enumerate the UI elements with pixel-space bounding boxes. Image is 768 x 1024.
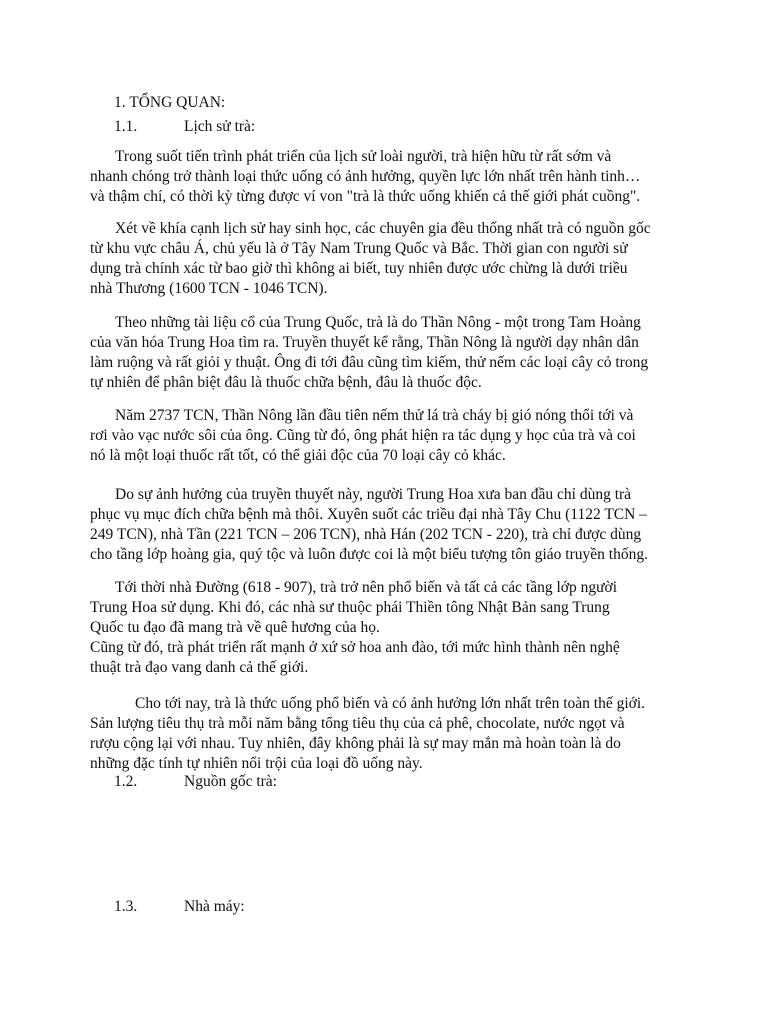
paragraph-line: làm ruộng và rất giỏi y thuật. Ông đi tới đâu cũng tìm kiếm, thử nếm các loại cây cỏ trong (90, 354, 649, 371)
paragraph-2 (90, 219, 690, 299)
subsection-1-1 (114, 117, 255, 137)
subsection-title: Nguồn gốc trà: (184, 773, 277, 790)
paragraph-line: nhà Thương (1600 TCN - 1046 TCN). (90, 280, 328, 297)
subsection-number: 1.2. (114, 773, 138, 790)
paragraph-line: thuật trà đạo vang danh cả thế giới. (90, 659, 309, 676)
paragraph-line: Năm 2737 TCN, Thần Nông lần đầu tiên nếm thử lá trà cháy bị gió nóng thổi tới và (115, 407, 634, 424)
subsection-title: Nhà máy: (184, 898, 245, 915)
paragraph-line: phục vụ mục đích chữa bệnh mà thôi. Xuyên suốt các triều đại nhà Tây Chu (1122 TCN – (90, 506, 647, 523)
paragraph-line: của văn hóa Trung Hoa tìm ra. Truyền thuyết kể rằng, Thần Nông là người dạy nhân dân (90, 334, 639, 351)
paragraph-line: Trong suốt tiến trình phát triển của lịch sử loài người, trà hiện hữu từ rất sớm và (115, 148, 612, 165)
subsection-1-2 (114, 772, 277, 792)
subsection-number: 1.3. (114, 898, 138, 915)
paragraph-line: dụng trà chính xác từ bao giờ thì không ai biết, tuy nhiên được ước chừng là dưới triều (90, 260, 628, 277)
paragraph-line: Cũng từ đó, trà phát triển rất mạnh ở xứ sở hoa anh đào, tới mức hình thành nên nghệ (90, 639, 620, 656)
paragraph-line: nó là một loại thuốc rất tốt, có thể giải độc của 70 loại cây cỏ khác. (90, 447, 506, 464)
paragraph-line: rơi vào vạc nước sôi của ông. Cũng từ đó, ông phát hiện ra tác dụng y học của trà và coi (90, 427, 636, 444)
subsection-1-3 (114, 897, 245, 917)
paragraph-line: từ khu vực châu Á, chủ yếu là ở Tây Nam Trung Quốc và Bắc. Thời gian con người sử (90, 240, 628, 257)
paragraph-line: và thậm chí, có thời kỳ từng được ví von "trà là thức uống khiến cả thế giới phát cuồng". (90, 188, 641, 205)
paragraph-7 (90, 638, 690, 678)
paragraph-line: những đặc tính tự nhiên nổi trội của loại đồ uống này. (90, 755, 423, 772)
paragraph-line: nhanh chóng trở thành loại thức uống có ảnh hưởng, quyền lực lớn nhất trên hành tinh… (90, 168, 641, 185)
paragraph-line: Quốc tu đạo đã mang trà về quê hương của họ. (90, 619, 380, 636)
paragraph-1 (90, 147, 690, 207)
paragraph-line: Cho tới nay, trà là thức uống phổ biến và có ảnh hưởng lớn nhất trên toàn thế giới. (135, 695, 646, 712)
section-heading: 1. TỔNG QUAN: (114, 94, 226, 111)
paragraph-line: Do sự ảnh hưởng của truyền thuyết này, người Trung Hoa xưa ban đầu chỉ dùng trà (115, 486, 632, 503)
paragraph-5 (90, 485, 690, 565)
paragraph-line: rượu cộng lại với nhau. Tuy nhiên, đây không phải là sự may mắn mà hoàn toàn là do (90, 735, 621, 752)
paragraph-4 (90, 406, 690, 466)
paragraph-line: Tới thời nhà Đường (618 - 907), trà trở nên phổ biến và tất cả các tầng lớp người (115, 579, 618, 596)
paragraph-line: Theo những tài liệu cổ của Trung Quốc, trà là do Thần Nông - một trong Tam Hoàng (115, 314, 641, 331)
paragraph-line: 249 TCN), nhà Tần (221 TCN – 206 TCN), nhà Hán (202 TCN - 220), trà chỉ được dùng (90, 526, 642, 543)
paragraph-line: cho tầng lớp hoàng gia, quý tộc và luôn được coi là một biểu tượng tôn giáo truyền thống. (90, 546, 648, 563)
paragraph-3 (90, 313, 690, 393)
subsection-title: Lịch sử trà: (184, 118, 256, 135)
subsection-number: 1.1. (114, 118, 138, 135)
paragraph-line: Sản lượng tiêu thụ trà mỗi năm bằng tổng tiêu thụ của cả phê, chocolate, nước ngọt và (90, 715, 625, 732)
paragraph-8 (90, 694, 690, 774)
paragraph-line: tự nhiên để phân biệt đâu là thuốc chữa bệnh, đâu là thuốc độc. (90, 374, 482, 391)
paragraph-line: Trung Hoa sử dụng. Khi đó, các nhà sư thuộc phái Thiền tông Nhật Bản sang Trung (90, 599, 610, 616)
paragraph-6 (90, 578, 690, 638)
paragraph-line: Xét về khía cạnh lịch sử hay sinh học, các chuyên gia đều thống nhất trà có nguồn gốc (115, 220, 651, 237)
